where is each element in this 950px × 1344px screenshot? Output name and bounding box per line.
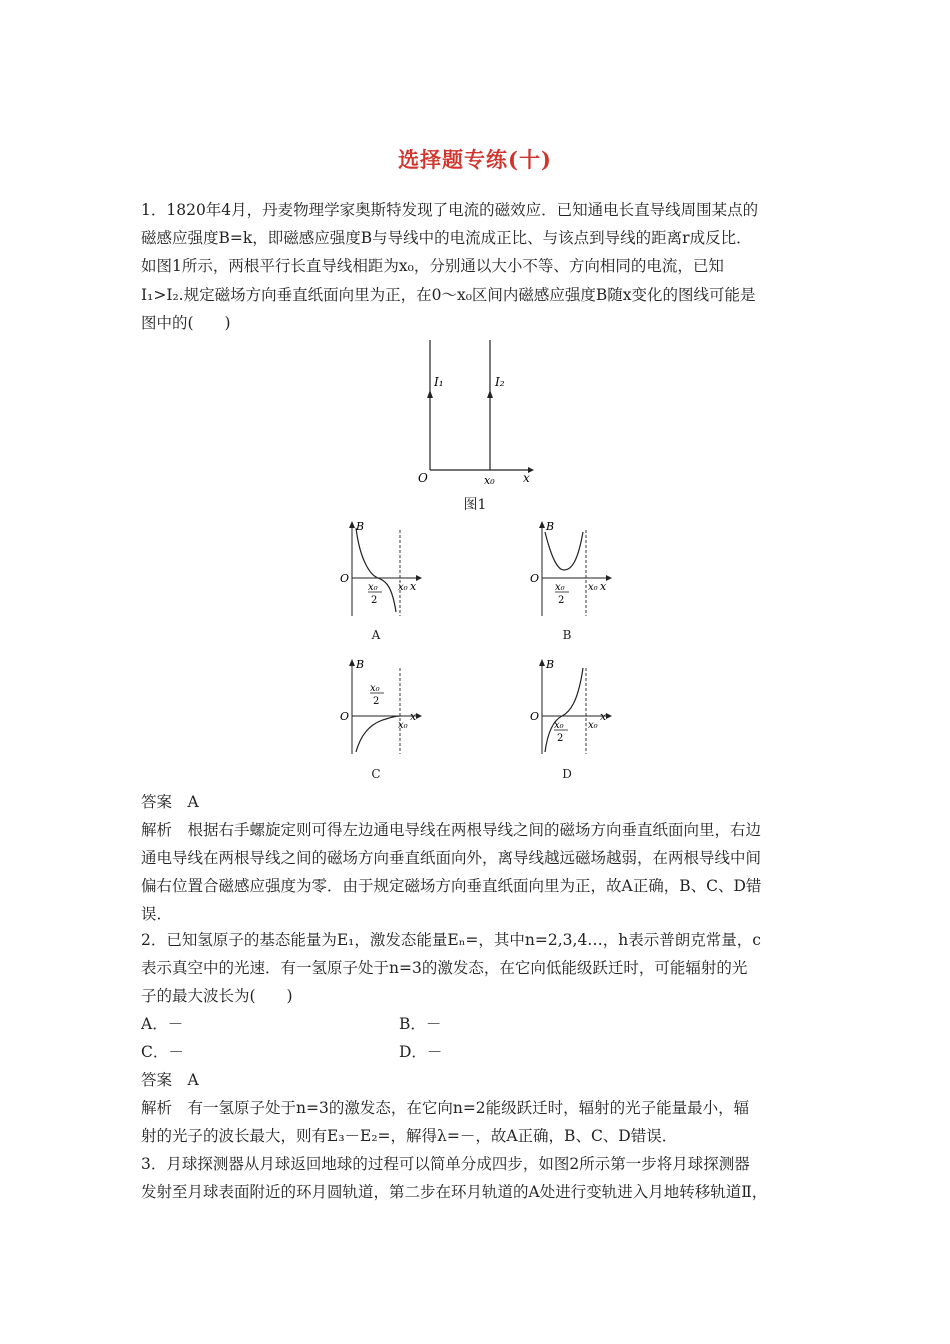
option-c-letter: C xyxy=(371,767,381,781)
graph-half-num: x₀ xyxy=(555,582,565,593)
q2-answer: 答案 A xyxy=(141,1071,199,1089)
q2-option-c: C．－ xyxy=(141,1043,184,1061)
graph-x0-label: x₀ xyxy=(588,720,598,731)
graph-y-label: B xyxy=(546,520,555,533)
q2-line: 子的最大波长为( ) xyxy=(141,987,293,1005)
q2-option-a: A．－ xyxy=(141,1015,184,1033)
q2-analysis-line: 射的光子的波长最大，则有E₃－E₂=，解得λ=－，故A正确，B、C、D错误． xyxy=(141,1127,678,1145)
q1-answer: 答案 A xyxy=(141,793,199,811)
graph-x0-label: x₀ xyxy=(398,720,408,731)
q2-line: 表示真空中的光速．有一氢原子处于n=3的激发态，在它向低能级跃迁时，可能辐射的光 xyxy=(141,959,748,977)
graph-half-num: x₀ xyxy=(554,720,564,731)
graph-x-label: x xyxy=(600,710,607,723)
option-a-letter: A xyxy=(371,628,381,642)
graph-origin-label: O xyxy=(530,710,540,723)
option-a-graph xyxy=(340,520,430,620)
q1-analysis-line: 偏右位置合磁感应强度为零．由于规定磁场方向垂直纸面向里为正，故A正确，B、C、D错 xyxy=(141,877,762,895)
origin-label: O xyxy=(418,471,428,485)
page-title: 选择题专练(十) xyxy=(398,147,552,172)
graph-x0-label: x₀ xyxy=(588,582,598,593)
option-b-graph xyxy=(530,520,620,620)
q1-analysis-line: 解析 根据右手螺旋定则可得左边通电导线在两根导线之间的磁场方向垂直纸面向里，右边 xyxy=(141,821,762,839)
q1-line: 1．1820年4月，丹麦物理学家奥斯特发现了电流的磁效应．已知通电长直导线周围某点的 xyxy=(141,201,759,219)
graph-x0-label: x₀ xyxy=(398,582,408,593)
option-d-letter: D xyxy=(562,767,572,781)
figure-1-caption: 图1 xyxy=(463,497,487,513)
graph-y-label: B xyxy=(546,658,555,671)
graph-origin-label: O xyxy=(340,572,350,585)
graph-x-label: x xyxy=(600,580,607,593)
q2-option-b: B．－ xyxy=(399,1015,442,1033)
graph-y-label: B xyxy=(356,520,365,533)
graph-half-den: 2 xyxy=(373,696,380,707)
q1-analysis-line: 误． xyxy=(141,905,173,923)
graph-x-label: x xyxy=(410,710,417,723)
q3-line: 3．月球探测器从月球返回地球的过程可以简单分成四步，如图2所示第一步将月球探测器 xyxy=(141,1155,750,1173)
q2-line: 2．已知氢原子的基态能量为E₁，激发态能量Eₙ=，其中n=2,3,4…，h表示普朗克常量，c xyxy=(141,931,761,949)
graph-half-num: x₀ xyxy=(370,683,380,694)
graph-half-den: 2 xyxy=(558,595,565,606)
graph-x-label: x xyxy=(410,580,417,593)
q1-analysis-line: 通电导线在两根导线之间的磁场方向垂直纸面向外，离导线越远磁场越弱，在两根导线中间 xyxy=(141,849,762,867)
q1-line: 如图1所示，两根平行长直导线相距为x₀，分别通以大小不等、方向相同的电流，已知 xyxy=(141,257,724,275)
i1-label: I₁ xyxy=(434,375,444,389)
graph-y-label: B xyxy=(356,658,365,671)
graph-half-num: x₀ xyxy=(368,582,378,593)
q1-line: 图中的( ) xyxy=(141,314,231,332)
q3-line: 发射至月球表面附近的环月圆轨道，第二步在环月轨道的A处进行变轨进入月地转移轨道Ⅱ， xyxy=(141,1183,768,1201)
x0-label: x₀ xyxy=(484,474,495,487)
i2-label: I₂ xyxy=(495,375,505,389)
q1-line: 磁感应强度B=k，即磁感应强度B与导线中的电流成正比、与该点到导线的距离r成反比． xyxy=(141,229,752,247)
option-b-letter: B xyxy=(562,628,572,642)
q2-analysis-line: 解析 有一氢原子处于n=3的激发态，在它向n=2能级跃迁时，辐射的光子能量最小，辐 xyxy=(141,1099,750,1117)
q2-option-d: D．－ xyxy=(399,1043,443,1061)
x-axis-label: x xyxy=(523,471,530,485)
graph-origin-label: O xyxy=(530,572,540,585)
graph-origin-label: O xyxy=(340,710,350,723)
q1-line: I₁>I₂.规定磁场方向垂直纸面向里为正，在0～x₀区间内磁感应强度B随x变化的图线可能是 xyxy=(141,286,756,304)
figure-1-diagram xyxy=(410,338,540,488)
graph-half-den: 2 xyxy=(557,733,564,744)
graph-half-den: 2 xyxy=(371,595,378,606)
option-d-graph xyxy=(530,658,620,758)
option-c-graph xyxy=(340,658,430,758)
